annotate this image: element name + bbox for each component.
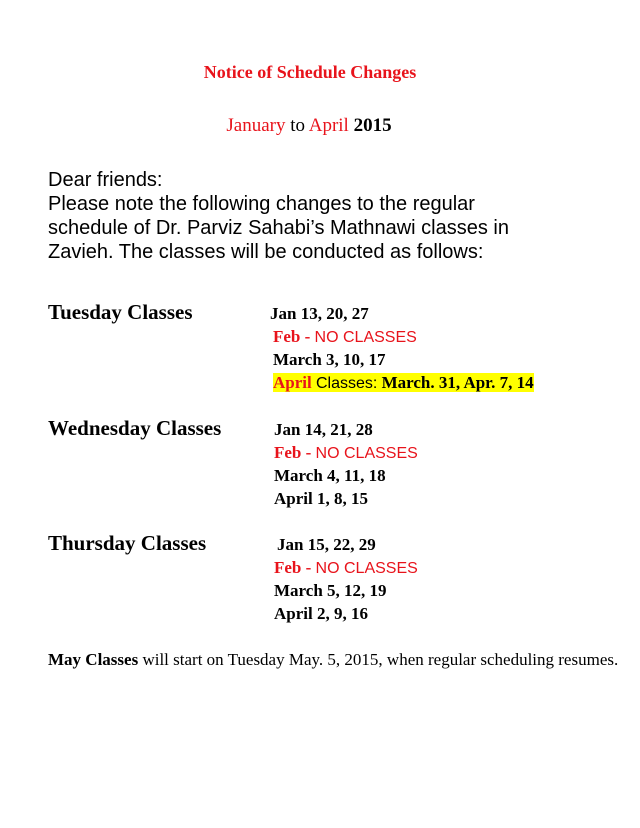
tuesday-april: [270, 371, 534, 394]
range-to: to: [290, 115, 306, 136]
thursday-title: Thursday Classes: [48, 531, 207, 555]
wednesday-dates: [274, 418, 418, 510]
tuesday-title: Tuesday Classes: [48, 300, 193, 324]
tuesday-feb: [270, 325, 534, 348]
feb-note: NO CLASSES: [315, 445, 418, 462]
tuesday-march: March 3, 10, 17: [273, 350, 386, 369]
april-dates: March. 31, Apr. 7, 14: [381, 373, 534, 392]
feb-label: Feb -: [274, 443, 312, 462]
feb-note: NO CLASSES: [315, 560, 418, 577]
wednesday-april: April 1, 8, 15: [274, 489, 368, 508]
wednesday-feb: [274, 441, 418, 464]
range-year: 2015: [353, 115, 392, 136]
footer-bold: May Classes: [48, 650, 139, 669]
intro-line: Dear friends:: [48, 169, 163, 191]
tuesday-jan: Jan 13, 20, 27: [270, 304, 369, 323]
thursday-march: March 5, 12, 19: [274, 581, 387, 600]
date-range: [0, 115, 618, 137]
wednesday-march: March 4, 11, 18: [274, 466, 386, 485]
april-highlight: [273, 373, 534, 392]
thursday-jan: Jan 15, 22, 29: [277, 535, 376, 554]
intro-paragraph: [48, 168, 608, 264]
intro-line: Zavieh. The classes will be conducted as follows:: [48, 241, 484, 263]
page-title: Notice of Schedule Changes: [203, 62, 417, 82]
tuesday-dates: [270, 302, 534, 394]
intro-line: Please note the following changes to the regular: [48, 193, 475, 215]
feb-note: NO CLASSES: [314, 329, 417, 346]
feb-label: Feb -: [274, 558, 312, 577]
thursday-dates: [274, 533, 418, 625]
april-label: April: [273, 373, 312, 392]
intro-line: schedule of Dr. Parviz Sahabi’s Mathnawi classes in: [48, 217, 509, 239]
thursday-april: April 2, 9, 16: [274, 604, 368, 623]
range-end: April: [308, 115, 349, 136]
thursday-feb: [274, 556, 418, 579]
footer-note: [48, 648, 633, 671]
wednesday-title: Wednesday Classes: [48, 416, 222, 440]
footer-text: will start on Tuesday May. 5, 2015, when regular scheduling resumes.: [138, 650, 619, 669]
feb-label: Feb -: [273, 327, 311, 346]
april-mid: Classes:: [315, 375, 378, 392]
wednesday-jan: Jan 14, 21, 28: [274, 420, 373, 439]
range-start: January: [226, 115, 286, 136]
